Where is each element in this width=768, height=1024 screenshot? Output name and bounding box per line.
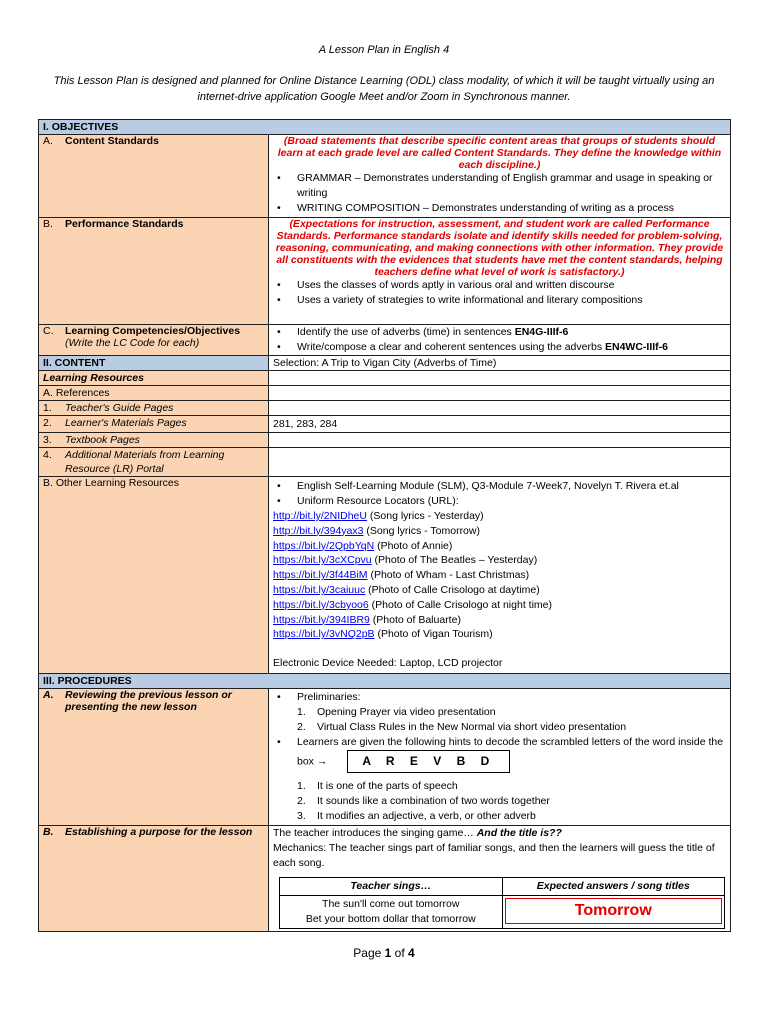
page-number: Page 1 of 4 (353, 946, 415, 960)
lesson-plan-table (38, 119, 731, 932)
scrambled-word-box: A R E V B D (347, 750, 510, 773)
ref-label: Teacher's Guide Pages (65, 402, 174, 414)
procedure-b-cell (269, 825, 731, 931)
performance-standards-letter: B. (43, 218, 53, 230)
competency-code: EN4WC-IIIf-6 (604, 341, 668, 353)
procedure-a-letter: A. (43, 688, 54, 701)
content-standards-letter: A. (43, 135, 53, 147)
performance-standards-row (39, 218, 731, 325)
competencies-cell (269, 325, 731, 356)
ref-label: Textbook Pages (65, 434, 140, 446)
procedure-a-label: Reviewing the previous lesson or presenting the new lesson (65, 688, 232, 713)
ref-label-cell: 3. Textbook Pages (39, 433, 269, 448)
url-link[interactable]: https://bit.ly/394IBR9 (273, 613, 370, 626)
procedure-b-row (39, 825, 731, 931)
url-row: https://bit.ly/2QpbYqN (Photo of Annie) (273, 539, 453, 552)
preliminaries: • Preliminaries: (297, 690, 726, 705)
url-row: https://bit.ly/3f44BiM (Photo of Wham - Last Christmas) (273, 569, 530, 582)
learning-resources-value (269, 371, 731, 386)
url-link[interactable]: https://bit.ly/3cbyoo6 (273, 598, 369, 611)
performance-standards-label: Performance Standards (65, 218, 184, 230)
url-link[interactable]: http://bit.ly/2NIDheU (273, 510, 367, 522)
ref-label-cell: 2. Learner's Materials Pages (39, 416, 269, 433)
competency-item: • Identify the use of adverbs (time) in sentences EN4G-IIIf-6 (297, 325, 726, 340)
url-link[interactable]: https://bit.ly/3cXCpvu (273, 554, 372, 567)
procedure-a-label-cell (39, 688, 269, 825)
ref-label-cell: 4. Additional Materials from Learning Resource (LR) Portal (39, 448, 269, 477)
content-standard-item: • WRITING COMPOSITION – Demonstrates understanding of writing as a process (297, 201, 726, 216)
other-resources-cell (269, 477, 731, 674)
url-link[interactable]: https://bit.ly/2QpbYqN (273, 539, 375, 552)
content-standards-row (39, 135, 731, 218)
other-resource-item: • English Self-Learning Module (SLM), Q3-Module 7-Week7, Novelyn T. Rivera et.al (297, 479, 726, 494)
learning-resources-label: Learning Resources (39, 371, 269, 386)
procedure-b-letter: B. (43, 825, 54, 838)
hints-text: • Learners are given the following hints to decode the scrambled letters of the word inside the box → A R E V B D (297, 735, 726, 773)
song-lyrics: The sun'll come out tomorrow Bet your bottom dollar that tomorrow (280, 895, 503, 928)
ref-row-learners-materials (39, 416, 731, 433)
url-row: http://bit.ly/2NIDheU (Song lyrics - Yesterday) (273, 510, 484, 522)
competencies-row (39, 325, 731, 356)
ref-value (269, 433, 731, 448)
competency-item: • Write/compose a clear and coherent sentences using the adverbs EN4WC-IIIf-6 (297, 340, 726, 355)
other-resource-item: • Uniform Resource Locators (URL): (297, 494, 726, 509)
performance-standard-item: • Uses the classes of words aptly in various oral and written discourse (297, 278, 726, 293)
url-link[interactable]: http://bit.ly/394yax3 (273, 524, 364, 537)
singing-game-mechanics: Mechanics: The teacher sings part of familiar songs, and then the learners will guess the title of each song. (273, 841, 715, 869)
content-header-row (39, 356, 731, 371)
document-title: A Lesson Plan in English 4 (318, 44, 450, 56)
content-standards-cell (269, 135, 731, 218)
device-needed: Electronic Device Needed: Laptop, LCD projector (273, 657, 503, 670)
procedures-header-row (39, 673, 731, 688)
procedures-header: III. PROCEDURES (39, 673, 731, 688)
references-label: A. References (39, 386, 269, 401)
song-answer-cell (502, 895, 725, 928)
objectives-header: I. OBJECTIVES (39, 120, 731, 135)
procedure-b-label-cell (39, 825, 269, 931)
hint-item: 3. It modifies an adjective, a verb, or other adverb (297, 809, 536, 822)
document-intro: This Lesson Plan is designed and planned for Online Distance Learning (ODL) class modality, of which it will be taught virtually using an internet-drive application Google Meet and/or Zoom in Synchronous manner. (53, 75, 715, 103)
preliminary-item: 2. Virtual Class Rules in the New Normal via short video presentation (297, 720, 627, 733)
competencies-label: Learning Competencies/Objectives (65, 325, 241, 337)
song-table (279, 877, 725, 929)
competencies-sublabel: (Write the LC Code for each) (65, 337, 200, 349)
url-row: https://bit.ly/394IBR9 (Photo of Baluarte) (273, 613, 461, 626)
url-list (273, 509, 726, 671)
references-value (269, 386, 731, 401)
ref-row-teachers-guide (39, 401, 731, 416)
ref-value (269, 448, 731, 477)
ref-row-additional (39, 448, 731, 477)
url-link[interactable]: https://bit.ly/3caiuuc (273, 583, 366, 596)
ref-value: 281, 283, 284 (269, 416, 731, 433)
singing-game-intro: The teacher introduces the singing game… And the title is?? (273, 826, 562, 839)
hint-item: 2. It sounds like a combination of two words together (297, 794, 550, 807)
url-row: https://bit.ly/3cXCpvu (Photo of The Beatles – Yesterday) (273, 554, 538, 567)
procedure-a-cell (269, 688, 731, 825)
url-row: http://bit.ly/394yax3 (Song lyrics - Tomorrow) (273, 524, 480, 537)
references-row (39, 386, 731, 401)
content-header: II. CONTENT (39, 356, 269, 371)
ref-label: Additional Materials from Learning Resource (LR) Portal (65, 449, 225, 475)
content-standards-label-cell (39, 135, 269, 218)
objectives-header-row (39, 120, 731, 135)
performance-standards-cell (269, 218, 731, 325)
procedure-a-row (39, 688, 731, 825)
url-link[interactable]: https://bit.ly/3vNQ2pB (273, 628, 375, 641)
learning-resources-row (39, 371, 731, 386)
content-standard-item: • GRAMMAR – Demonstrates understanding of English grammar and usage in speaking or writing (297, 171, 726, 201)
content-standards-label: Content Standards (65, 135, 159, 147)
url-row: https://bit.ly/3vNQ2pB (Photo of Vigan Tourism) (273, 628, 493, 641)
url-link[interactable]: https://bit.ly/3f44BiM (273, 569, 368, 582)
content-standards-note: (Broad statements that describe specific content areas that groups of students should learn at each grade level are called Content Standards. They define the knowledge within each discipline.) (277, 135, 722, 171)
song-col-answers: Expected answers / song titles (502, 877, 725, 895)
song-answer: Tomorrow (505, 898, 723, 924)
competencies-letter: C. (43, 325, 54, 337)
performance-standard-item: • Uses a variety of strategies to write informational and literary compositions (297, 293, 726, 308)
url-row: https://bit.ly/3cbyoo6 (Photo of Calle Crisologo at night time) (273, 598, 552, 611)
other-resources-row (39, 477, 731, 674)
performance-standards-note: (Expectations for instruction, assessment, and student work are called Performance Standards. Performance standards isolate and identify skills needed for problem-solving, reasoning, communicating, and making connections with other information. They provide all constituents with the evidences that students have met the content standards, helping teachers define what level of work is satisfactory.) (275, 218, 724, 278)
competencies-label-cell (39, 325, 269, 356)
performance-standards-label-cell (39, 218, 269, 325)
competency-code: EN4G-IIIf-6 (514, 326, 569, 338)
preliminary-item: 1. Opening Prayer via video presentation (297, 705, 496, 718)
ref-label-cell: 1. Teacher's Guide Pages (39, 401, 269, 416)
url-row: https://bit.ly/3caiuuc (Photo of Calle Crisologo at daytime) (273, 583, 540, 596)
ref-row-textbook (39, 433, 731, 448)
ref-value (269, 401, 731, 416)
other-resources-label: B. Other Learning Resources (39, 477, 269, 674)
content-selection: Selection: A Trip to Vigan City (Adverbs of Time) (269, 356, 731, 371)
hint-item: 1. It is one of the parts of speech (297, 779, 458, 792)
song-col-teacher: Teacher sings… (280, 877, 503, 895)
procedure-b-label: Establishing a purpose for the lesson (65, 825, 253, 838)
ref-label: Learner's Materials Pages (65, 417, 187, 429)
